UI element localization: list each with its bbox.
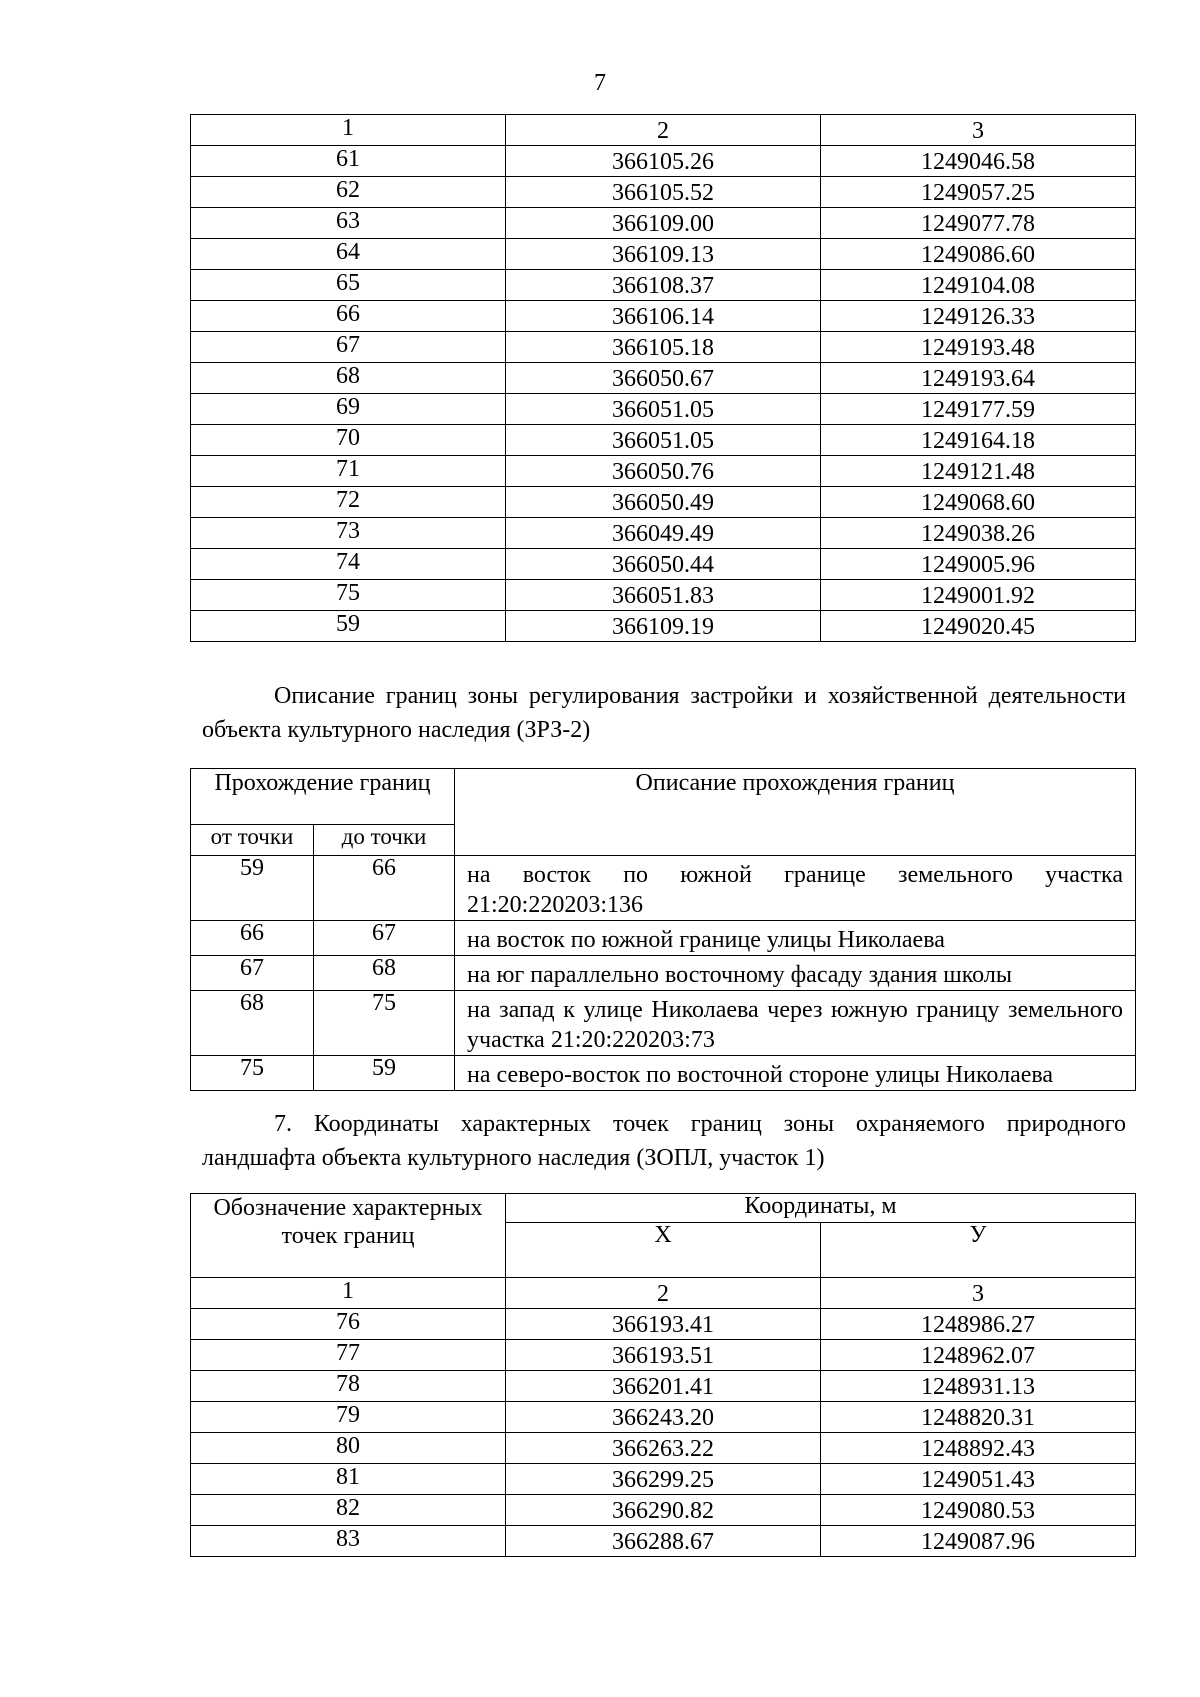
coord-y: 1249001.92 <box>821 580 1136 611</box>
point-id: 80 <box>191 1433 506 1464</box>
coord-x: 366049.49 <box>506 518 821 549</box>
point-id: 73 <box>191 518 506 549</box>
point-id: 75 <box>191 580 506 611</box>
point-id: 72 <box>191 487 506 518</box>
point-id: 61 <box>191 146 506 177</box>
to-point: 66 <box>314 856 455 921</box>
table-row <box>191 549 1136 580</box>
table-row <box>191 177 1136 208</box>
table-row <box>191 208 1136 239</box>
boundary-description: на северо-восток по восточной стороне улицы Николаева <box>455 1056 1136 1091</box>
table-row <box>191 1371 1136 1402</box>
table-row <box>191 1433 1136 1464</box>
coord-y: 1249080.53 <box>821 1495 1136 1526</box>
from-point: 75 <box>191 1056 314 1091</box>
coord-y: 1249177.59 <box>821 394 1136 425</box>
coord-y: 1248820.31 <box>821 1402 1136 1433</box>
column-number: 1 <box>191 1278 506 1309</box>
table-header-row <box>191 115 1136 146</box>
coord-y: 1248962.07 <box>821 1340 1136 1371</box>
coord-y: 1249057.25 <box>821 177 1136 208</box>
zopl-heading <box>202 1107 1126 1175</box>
coord-y: 1249038.26 <box>821 518 1136 549</box>
table-row <box>191 921 1136 956</box>
coord-y: 1248986.27 <box>821 1309 1136 1340</box>
coord-y: 1249068.60 <box>821 487 1136 518</box>
boundary-description: на восток по южной границе улицы Николаева <box>455 921 1136 956</box>
column-number: 2 <box>506 115 821 146</box>
from-point: 67 <box>191 956 314 991</box>
table-row <box>191 487 1136 518</box>
to-point: 67 <box>314 921 455 956</box>
coord-x: 366109.00 <box>506 208 821 239</box>
coord-y: 1249046.58 <box>821 146 1136 177</box>
point-id: 70 <box>191 425 506 456</box>
point-id: 69 <box>191 394 506 425</box>
table-row <box>191 1526 1136 1557</box>
header-passage: Прохождение границ <box>191 769 455 825</box>
table-row <box>191 363 1136 394</box>
coordinates-table-zrz <box>190 114 1136 642</box>
coord-y: 1249086.60 <box>821 239 1136 270</box>
column-number: 1 <box>191 115 506 146</box>
table-row <box>191 956 1136 991</box>
coord-x: 366193.41 <box>506 1309 821 1340</box>
coord-y: 1249087.96 <box>821 1526 1136 1557</box>
coord-x: 366051.05 <box>506 425 821 456</box>
point-id: 83 <box>191 1526 506 1557</box>
point-id: 67 <box>191 332 506 363</box>
table-row <box>191 1495 1136 1526</box>
point-id: 64 <box>191 239 506 270</box>
coord-y: 1249104.08 <box>821 270 1136 301</box>
coord-y: 1249121.48 <box>821 456 1136 487</box>
coord-y: 1248931.13 <box>821 1371 1136 1402</box>
coord-x: 366108.37 <box>506 270 821 301</box>
header-from-point: от точки <box>191 825 314 856</box>
from-point: 68 <box>191 991 314 1056</box>
boundary-description-table <box>190 768 1136 1091</box>
coord-x: 366050.67 <box>506 363 821 394</box>
point-id: 78 <box>191 1371 506 1402</box>
column-number: 3 <box>821 115 1136 146</box>
page-number: 7 <box>594 70 606 96</box>
table-row <box>191 1464 1136 1495</box>
zrz2-heading <box>202 679 1126 747</box>
table-row <box>191 1056 1136 1091</box>
coord-x: 366105.18 <box>506 332 821 363</box>
column-number: 3 <box>821 1278 1136 1309</box>
coord-x: 366299.25 <box>506 1464 821 1495</box>
table-row <box>191 518 1136 549</box>
boundary-description: на запад к улице Николаева через южную границу земельного участка 21:20:220203:73 <box>455 991 1136 1056</box>
coord-y: 1249020.45 <box>821 611 1136 642</box>
header-x: Х <box>506 1223 821 1278</box>
to-point: 59 <box>314 1056 455 1091</box>
from-point: 66 <box>191 921 314 956</box>
point-id: 79 <box>191 1402 506 1433</box>
coord-x: 366201.41 <box>506 1371 821 1402</box>
point-id: 68 <box>191 363 506 394</box>
table-header-row <box>191 1278 1136 1309</box>
point-id: 82 <box>191 1495 506 1526</box>
table-row <box>191 332 1136 363</box>
coord-x: 366050.76 <box>506 456 821 487</box>
boundary-description: на восток по южной границе земельного участка 21:20:220203:136 <box>455 856 1136 921</box>
coord-x: 366193.51 <box>506 1340 821 1371</box>
point-id: 66 <box>191 301 506 332</box>
coord-y: 1249126.33 <box>821 301 1136 332</box>
coord-y: 1249164.18 <box>821 425 1136 456</box>
table-row <box>191 611 1136 642</box>
coord-y: 1249193.64 <box>821 363 1136 394</box>
coord-x: 366105.26 <box>506 146 821 177</box>
table-row <box>191 239 1136 270</box>
header-to-point: до точки <box>314 825 455 856</box>
coord-x: 366051.83 <box>506 580 821 611</box>
to-point: 68 <box>314 956 455 991</box>
coordinates-table-zopl <box>190 1193 1136 1557</box>
table-row <box>191 394 1136 425</box>
coord-x: 366105.52 <box>506 177 821 208</box>
coord-x: 366109.13 <box>506 239 821 270</box>
table-row <box>191 1340 1136 1371</box>
table-row <box>191 580 1136 611</box>
point-id: 65 <box>191 270 506 301</box>
point-id: 59 <box>191 611 506 642</box>
column-number: 2 <box>506 1278 821 1309</box>
table-row <box>191 856 1136 921</box>
coord-x: 366288.67 <box>506 1526 821 1557</box>
point-id: 74 <box>191 549 506 580</box>
table-row <box>191 991 1136 1056</box>
table-row <box>191 1309 1136 1340</box>
coord-x: 366290.82 <box>506 1495 821 1526</box>
point-id: 77 <box>191 1340 506 1371</box>
header-coordinates: Координаты, м <box>506 1194 1136 1223</box>
coord-x: 366243.20 <box>506 1402 821 1433</box>
table-row <box>191 1402 1136 1433</box>
boundary-description: на юг параллельно восточному фасаду здания школы <box>455 956 1136 991</box>
coord-y: 1249005.96 <box>821 549 1136 580</box>
coord-x: 366051.05 <box>506 394 821 425</box>
table-row <box>191 270 1136 301</box>
coord-x: 366263.22 <box>506 1433 821 1464</box>
coord-y: 1248892.43 <box>821 1433 1136 1464</box>
coord-x: 366050.49 <box>506 487 821 518</box>
coord-y: 1249051.43 <box>821 1464 1136 1495</box>
header-y: У <box>821 1223 1136 1278</box>
zopl-heading-text: 7. Координаты характерных точек границ зоны охраняемого природного ландшафта объекта культурного наследия (ЗОПЛ, участок 1) <box>202 1111 1126 1171</box>
point-id: 81 <box>191 1464 506 1495</box>
coord-y: 1249077.78 <box>821 208 1136 239</box>
point-id: 76 <box>191 1309 506 1340</box>
coord-x: 366109.19 <box>506 611 821 642</box>
header-description: Описание прохождения границ <box>455 769 1136 856</box>
zrz2-heading-text: Описание границ зоны регулирования застройки и хозяйственной деятельности объекта культурного наследия (ЗРЗ-2) <box>202 683 1126 743</box>
table-row <box>191 456 1136 487</box>
table-row <box>191 146 1136 177</box>
coord-y: 1249193.48 <box>821 332 1136 363</box>
table-row <box>191 301 1136 332</box>
from-point: 59 <box>191 856 314 921</box>
point-id: 62 <box>191 177 506 208</box>
coord-x: 366050.44 <box>506 549 821 580</box>
coord-x: 366106.14 <box>506 301 821 332</box>
header-designation: Обозначение характерных точек границ <box>191 1194 506 1278</box>
point-id: 63 <box>191 208 506 239</box>
table-row <box>191 425 1136 456</box>
point-id: 71 <box>191 456 506 487</box>
to-point: 75 <box>314 991 455 1056</box>
